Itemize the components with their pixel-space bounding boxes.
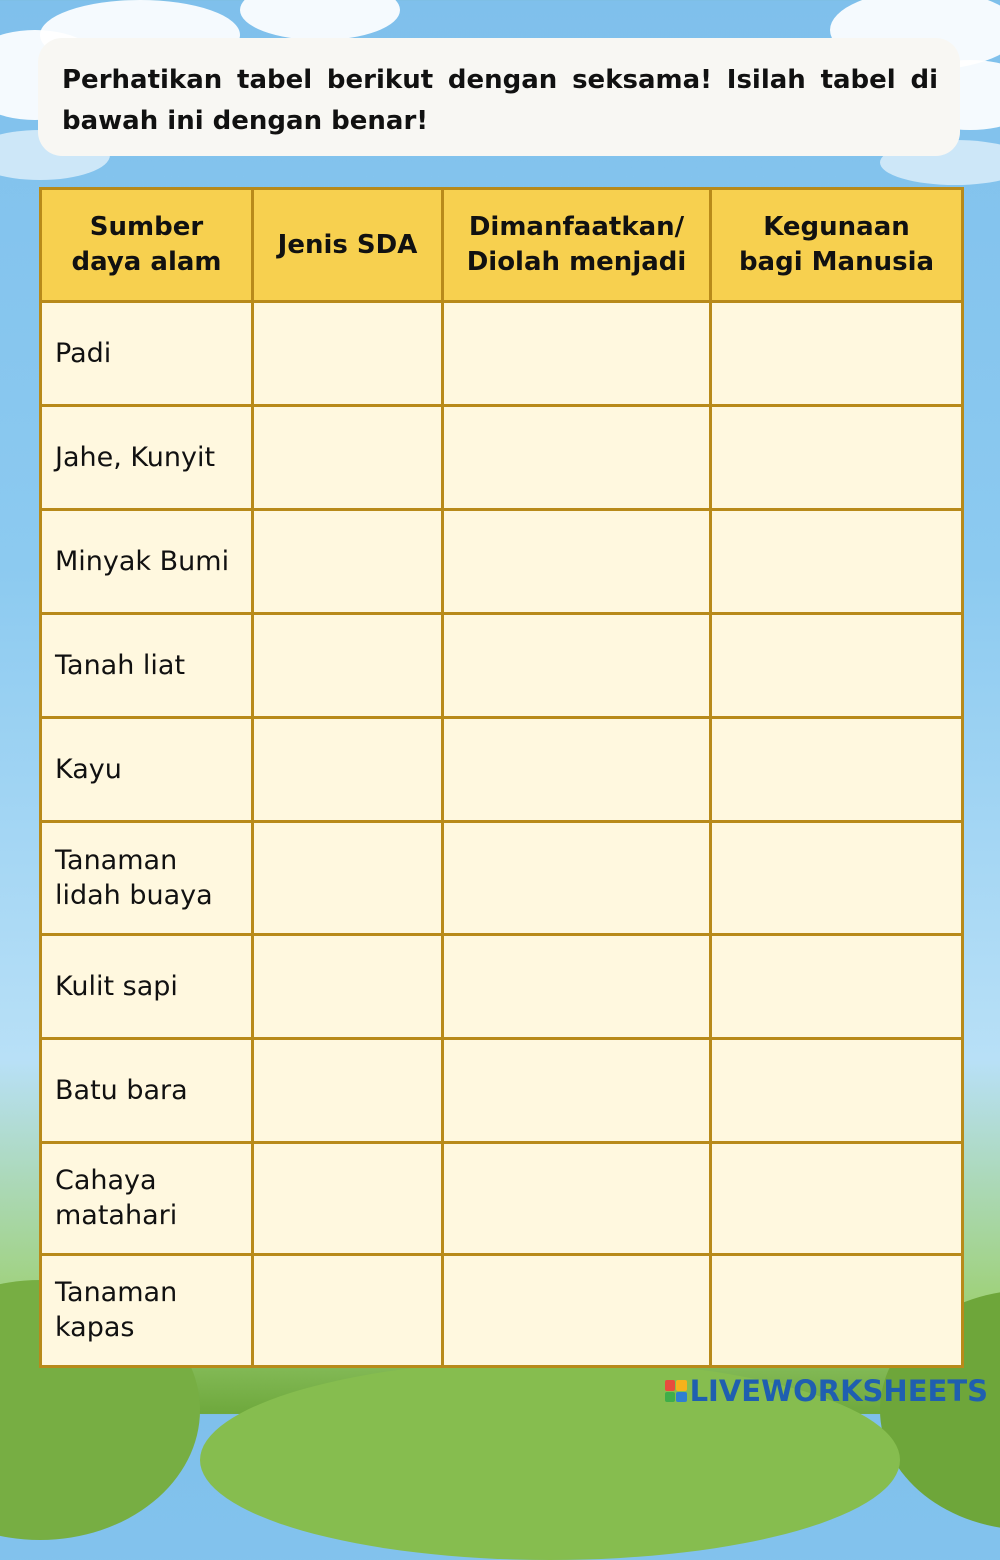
table-body (41, 302, 963, 1367)
resource-name-cell (41, 302, 253, 406)
jenis-sda-input-cell[interactable] (253, 510, 443, 614)
diolah-menjadi-input-cell[interactable] (443, 934, 711, 1038)
resource-name: Minyak Bumi (55, 546, 230, 578)
table-row (41, 1254, 963, 1366)
diolah-menjadi-input-cell[interactable] (443, 822, 711, 934)
column-header-text: bagi Manusia (738, 247, 935, 277)
resource-name-cell (41, 934, 253, 1038)
resource-name: Tanaman (55, 845, 178, 877)
kegunaan-input-cell[interactable] (711, 1142, 963, 1254)
resource-name-cell (41, 718, 253, 822)
table-row (41, 510, 963, 614)
column-header-text: Sumber (89, 212, 204, 242)
resource-name: Padi (55, 338, 112, 370)
resource-name: Jahe, Kunyit (55, 442, 216, 474)
instruction-text: Perhatikan tabel berikut dengan seksama! Isilah tabel di bawah ini dengan benar! (62, 65, 938, 136)
resource-name-cell (41, 1142, 253, 1254)
liveworksheets-logo (665, 1374, 988, 1408)
resource-name: lidah buaya (55, 880, 213, 912)
kegunaan-input-cell[interactable] (711, 406, 963, 510)
resource-name: Cahaya (55, 1165, 157, 1197)
column-header-1 (41, 189, 253, 302)
column-header-text: Diolah menjadi (466, 247, 687, 277)
column-header-3 (443, 189, 711, 302)
column-header-text: Kegunaan (763, 212, 910, 242)
resource-name: Tanah liat (55, 650, 186, 682)
kegunaan-input-cell[interactable] (711, 822, 963, 934)
kegunaan-input-cell[interactable] (711, 1254, 963, 1366)
worksheet-table (39, 187, 964, 1368)
jenis-sda-input-cell[interactable] (253, 718, 443, 822)
table-row (41, 822, 963, 934)
kegunaan-input-cell[interactable] (711, 510, 963, 614)
table-row (41, 934, 963, 1038)
jenis-sda-input-cell[interactable] (253, 1142, 443, 1254)
diolah-menjadi-input-cell[interactable] (443, 302, 711, 406)
resource-name-cell (41, 822, 253, 934)
resource-name-cell (41, 1038, 253, 1142)
column-header-4 (711, 189, 963, 302)
jenis-sda-input-cell[interactable] (253, 302, 443, 406)
table-row (41, 1142, 963, 1254)
resource-name-cell (41, 406, 253, 510)
diolah-menjadi-input-cell[interactable] (443, 718, 711, 822)
table-row (41, 718, 963, 822)
resource-name: Kayu (55, 754, 122, 786)
jenis-sda-input-cell[interactable] (253, 614, 443, 718)
jenis-sda-input-cell[interactable] (253, 934, 443, 1038)
resource-name: matahari (55, 1200, 178, 1232)
logo-icon (665, 1380, 687, 1402)
diolah-menjadi-input-cell[interactable] (443, 406, 711, 510)
resource-name-cell (41, 614, 253, 718)
kegunaan-input-cell[interactable] (711, 614, 963, 718)
table-header (41, 189, 963, 302)
table-row (41, 614, 963, 718)
resource-name-cell (41, 510, 253, 614)
table-row (41, 1038, 963, 1142)
jenis-sda-input-cell[interactable] (253, 822, 443, 934)
diolah-menjadi-input-cell[interactable] (443, 510, 711, 614)
header-row (41, 189, 963, 302)
kegunaan-input-cell[interactable] (711, 302, 963, 406)
diolah-menjadi-input-cell[interactable] (443, 1142, 711, 1254)
jenis-sda-input-cell[interactable] (253, 1038, 443, 1142)
resource-name: Tanaman (55, 1277, 178, 1309)
jenis-sda-input-cell[interactable] (253, 1254, 443, 1366)
column-header-text: Jenis SDA (277, 229, 418, 260)
diolah-menjadi-input-cell[interactable] (443, 1254, 711, 1366)
kegunaan-input-cell[interactable] (711, 718, 963, 822)
logo-text: LIVEWORKSHEETS (689, 1374, 988, 1408)
kegunaan-input-cell[interactable] (711, 1038, 963, 1142)
table-row (41, 302, 963, 406)
column-header-text: daya alam (71, 247, 222, 277)
resource-name: kapas (55, 1312, 135, 1344)
diolah-menjadi-input-cell[interactable] (443, 614, 711, 718)
column-header-2 (253, 189, 443, 302)
resource-name: Batu bara (55, 1074, 188, 1106)
resource-name: Kulit sapi (55, 970, 178, 1002)
column-header-text: Dimanfaatkan/ (468, 212, 685, 242)
instruction-box (38, 38, 960, 156)
table-row (41, 406, 963, 510)
diolah-menjadi-input-cell[interactable] (443, 1038, 711, 1142)
kegunaan-input-cell[interactable] (711, 934, 963, 1038)
resource-name-cell (41, 1254, 253, 1366)
jenis-sda-input-cell[interactable] (253, 406, 443, 510)
